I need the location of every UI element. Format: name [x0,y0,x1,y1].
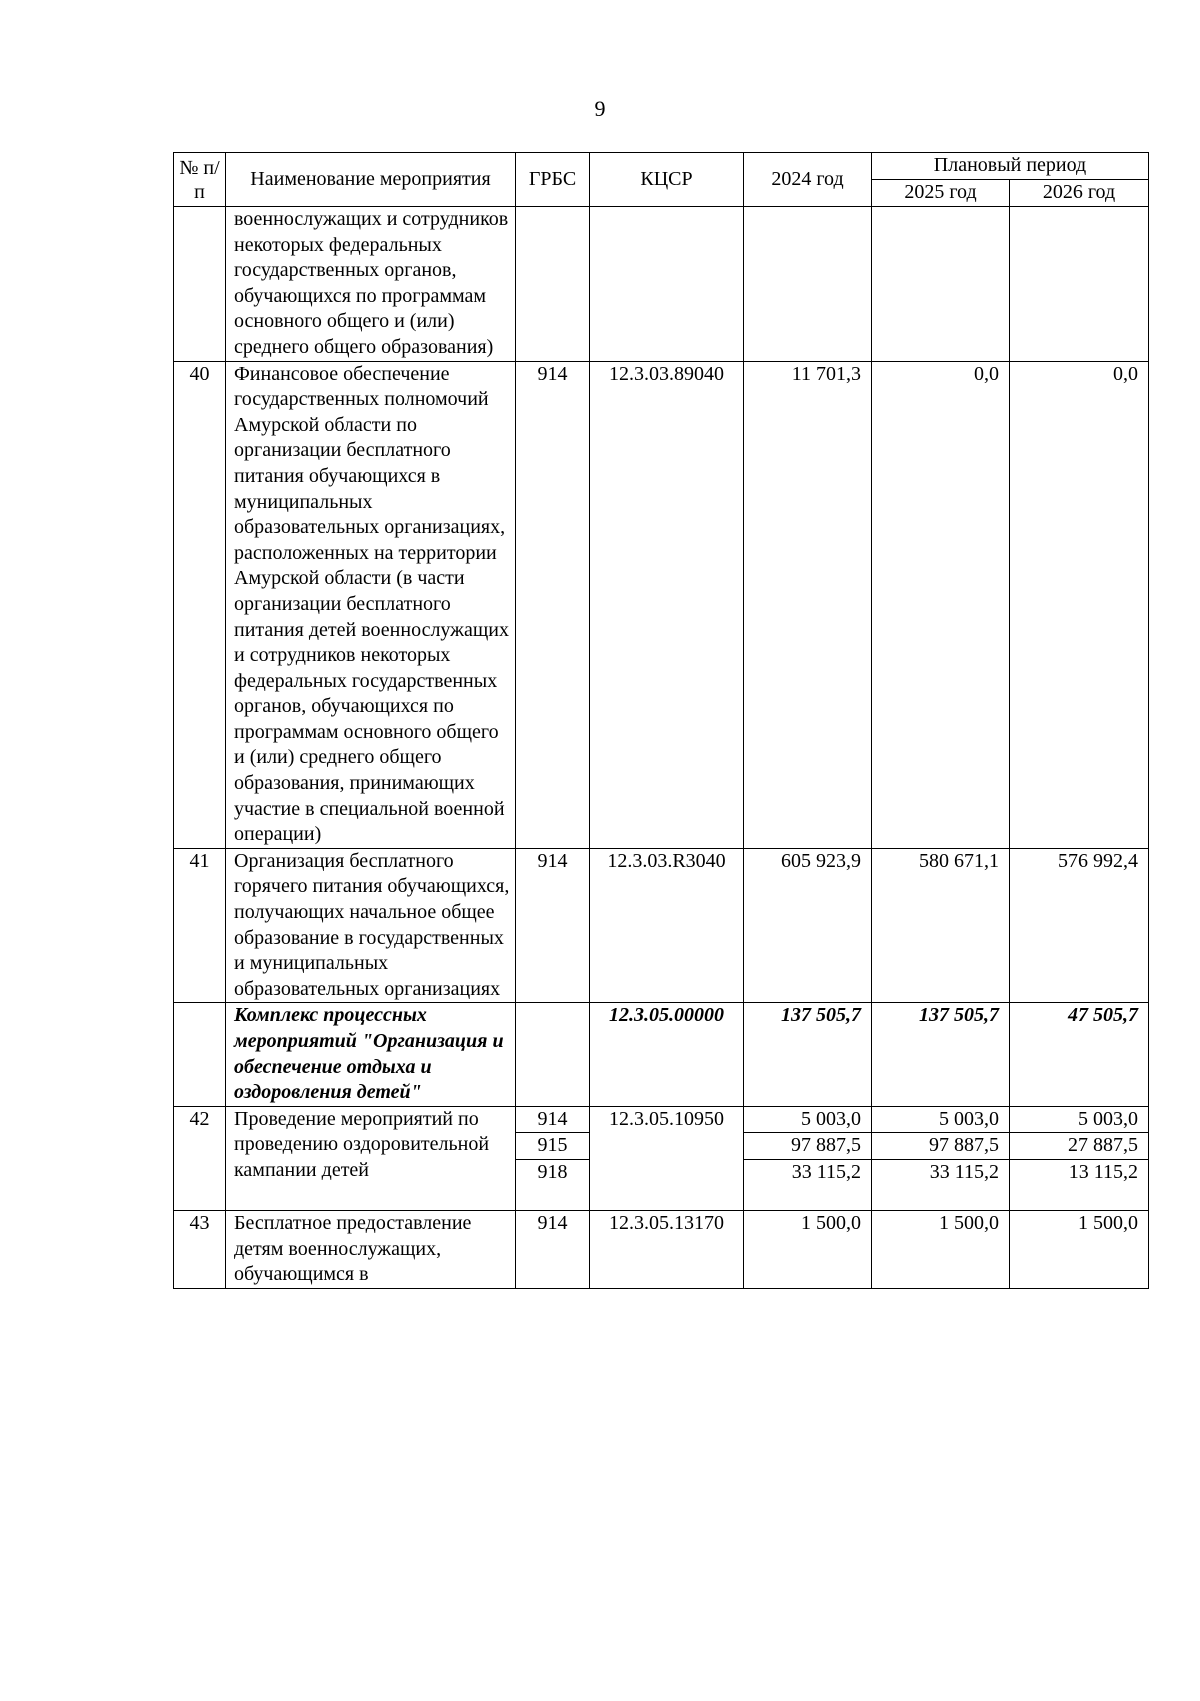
header-2024: 2024 год [744,153,872,207]
row-grbs: 914 [516,361,590,848]
row-2026: 5 003,0 [1010,1106,1149,1133]
header-name: Наименование мероприятия [226,153,516,207]
row-2024: 97 887,5 [744,1133,872,1160]
row-2026: 0,0 [1010,361,1149,848]
row-2025: 5 003,0 [872,1106,1010,1133]
row-name: Бесплатное предоставление детям военнослужащих, обучающимся в [226,1210,516,1288]
row-2026: 576 992,4 [1010,848,1149,1003]
row-kcsr: 12.3.03.89040 [590,361,744,848]
table-row-continuation [174,207,1149,362]
row-grbs: 914 [516,1106,590,1133]
row-num: 41 [174,848,226,1003]
row-kcsr: 12.3.05.13170 [590,1210,744,1288]
row-2026: 27 887,5 [1010,1133,1149,1160]
row-2024: 11 701,3 [744,361,872,848]
header-2026: 2026 год [1010,180,1149,207]
row-2024: 605 923,9 [744,848,872,1003]
header-num: № п/п [174,153,226,207]
header-2025: 2025 год [872,180,1010,207]
row-name: Финансовое обеспечение государственных полномочий Амурской области по организации бесплатного питания обучающихся в муниципальных образовательных организациях, расположенных на территории Амурской области (в части организации бесплатного питания детей военнослужащих и сотрудников некоторых федеральных государственных органов, обучающихся по программам основного общего и (или) среднего общего образования, принимающих участие в специальной военной операции) [226,361,516,848]
row-2024: 33 115,2 [744,1159,872,1210]
table-row-complex [174,1003,1149,1106]
header-grbs: ГРБС [516,153,590,207]
row-2025: 97 887,5 [872,1133,1010,1160]
row-2026: 1 500,0 [1010,1210,1149,1288]
row-2026: 13 115,2 [1010,1159,1149,1210]
complex-2025: 137 505,7 [872,1003,1010,1106]
header-kcsr: КЦСР [590,153,744,207]
table-row [174,1210,1149,1288]
row-grbs: 918 [516,1159,590,1210]
row-grbs: 914 [516,1210,590,1288]
page-number: 9 [594,96,606,121]
row-2025: 33 115,2 [872,1159,1010,1210]
budget-table [173,152,1149,1289]
table-row-42-a [174,1106,1149,1133]
row-num: 42 [174,1106,226,1210]
complex-2026: 47 505,7 [1010,1003,1149,1106]
row-kcsr: 12.3.03.R3040 [590,848,744,1003]
row-2024: 1 500,0 [744,1210,872,1288]
row-2025: 0,0 [872,361,1010,848]
row-grbs: 914 [516,848,590,1003]
row-kcsr: 12.3.05.10950 [590,1106,744,1210]
row-num: 40 [174,361,226,848]
row-2025: 580 671,1 [872,848,1010,1003]
complex-kcsr: 12.3.05.00000 [590,1003,744,1106]
row-num: 43 [174,1210,226,1288]
complex-name: Комплекс процессных мероприятий "Организация и обеспечение отдыха и оздоровления детей" [226,1003,516,1106]
row-2025: 1 500,0 [872,1210,1010,1288]
table-row [174,361,1149,848]
continuation-name: военнослужащих и сотрудников некоторых федеральных государственных органов, обучающихся по программам основного общего и (или) среднего общего образования) [226,207,516,362]
header-planned-period: Плановый период [872,153,1149,180]
row-2024: 5 003,0 [744,1106,872,1133]
complex-2024: 137 505,7 [744,1003,872,1106]
table-row [174,848,1149,1003]
row-name: Проведение мероприятий по проведению оздоровительной кампании детей [226,1106,516,1210]
row-name: Организация бесплатного горячего питания обучающихся, получающих начальное общее образование в государственных и муниципальных образовательных организациях [226,848,516,1003]
row-grbs: 915 [516,1133,590,1160]
